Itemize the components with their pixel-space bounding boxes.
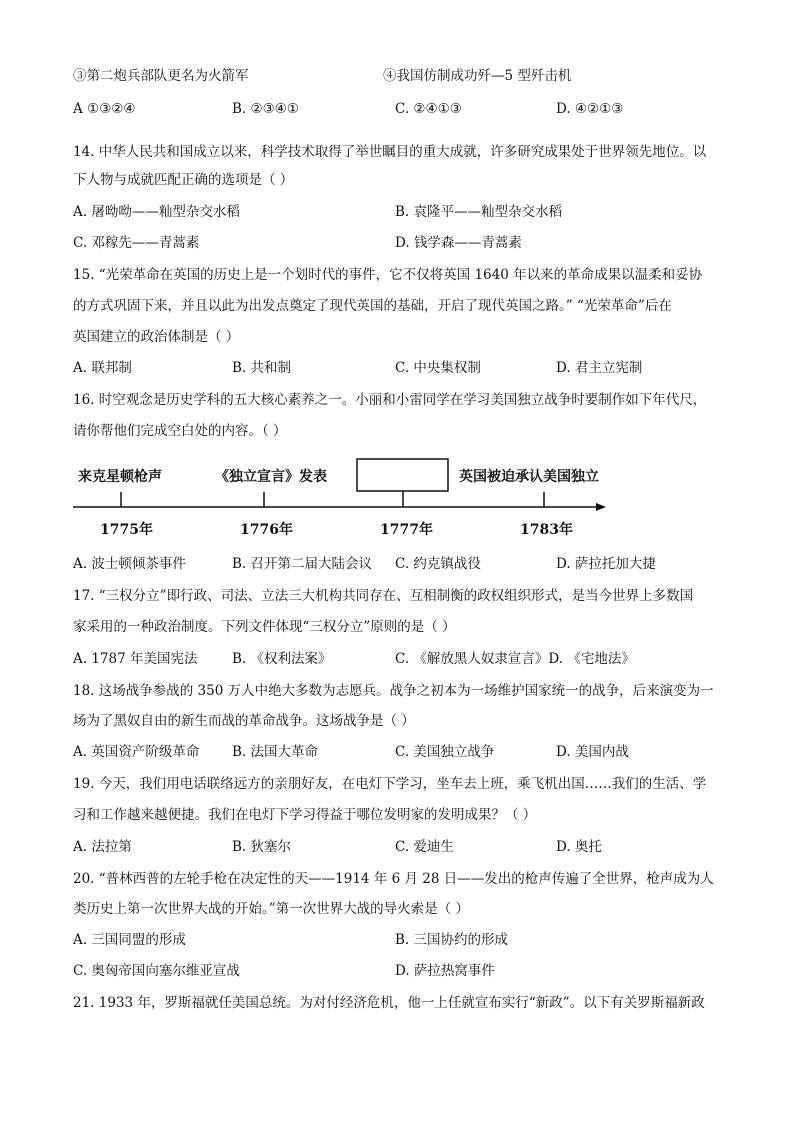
timeline-year-1775: 1775年	[100, 522, 153, 538]
q14-option-b[interactable]: B. 袁隆平——籼型杂交水稻	[395, 204, 563, 220]
q17-option-b[interactable]: B. 《权利法案》	[232, 651, 332, 667]
timeline-svg	[0, 0, 794, 560]
q15-stem-line1: 15. “光荣革命在英国的历史上是一个划时代的事件，它不仅将英国 1640 年以来的革命成果以温柔和妥协	[73, 267, 703, 283]
q18-option-d[interactable]: D. 美国内战	[556, 744, 629, 760]
q16-option-d[interactable]: D. 萨拉托加大捷	[556, 556, 656, 572]
q20-option-b[interactable]: B. 三国协约的形成	[395, 932, 509, 948]
q19-option-a[interactable]: A. 法拉第	[73, 839, 132, 855]
q14-stem-line1: 14. 中华人民共和国成立以来，科学技术取得了举世瞩目的重大成就，许多研究成果处于世界领先地位。以	[73, 144, 707, 160]
q16-stem-line1: 16. 时空观念是历史学科的五大核心素养之一。小丽和小雷同学在学习美国独立战争时要制作如下年代尺，	[73, 392, 707, 408]
q16-stem-line2: 请你帮他们完成空白处的内容。（ ）	[73, 423, 287, 439]
q13-option-a[interactable]: A ①③②④	[73, 101, 136, 117]
timeline-year-1783: 1783年	[520, 522, 573, 538]
q19-stem-line2: 习和工作越来越便捷。我们在电灯下学习得益于哪位发明家的发明成果？（ ）	[73, 807, 537, 823]
q20-option-c[interactable]: C. 奥匈帝国向塞尔维亚宣战	[73, 963, 240, 979]
q19-option-d[interactable]: D. 奥托	[556, 839, 602, 855]
timeline-blank-box[interactable]	[357, 459, 448, 491]
q20-stem-line2: 类历史上第一次世界大战的开始。”第一次世界大战的导火索是（ ）	[73, 901, 469, 917]
timeline-year-1777: 1777年	[380, 522, 433, 538]
q15-option-c[interactable]: C. 中央集权制	[395, 360, 481, 376]
q21-stem-line1: 21. 1933 年，罗斯福就任美国总统。为对付经济危机，他一上任就宣布实行“新政”。以下有关罗斯福新政	[73, 995, 705, 1011]
q16-option-a[interactable]: A. 波士顿倾茶事件	[73, 556, 186, 572]
q18-stem-line2: 场为了黑奴自由的新生而战的革命战争。这场战争是（ ）	[73, 713, 415, 729]
q13-item4: ④我国仿制成功歼—5 型歼击机	[383, 68, 572, 84]
q14-option-a[interactable]: A. 屠呦呦——籼型杂交水稻	[73, 204, 240, 220]
q15-option-d[interactable]: D. 君主立宪制	[556, 360, 643, 376]
q17-option-c-d[interactable]: C. 《解放黑人奴隶宣言》D. 《宅地法》	[395, 651, 635, 667]
timeline-event-lexington: 来克星顿枪声	[78, 469, 162, 485]
q20-option-d[interactable]: D. 萨拉热窝事件	[395, 963, 495, 979]
timeline-year-1776: 1776年	[240, 522, 293, 538]
q15-stem-line3: 英国建立的政治体制是（ ）	[73, 329, 240, 345]
q18-option-c[interactable]: C. 美国独立战争	[395, 744, 495, 760]
q16-option-b[interactable]: B. 召开第二届大陆会议	[232, 556, 373, 572]
q19-option-c[interactable]: C. 爱迪生	[395, 839, 454, 855]
q15-option-a[interactable]: A. 联邦制	[73, 360, 132, 376]
q20-stem-line1: 20. “普林西普的左轮手枪在决定性的天——1914 年 6 月 28 日——发出的枪声传遍了全世界，枪声成为人	[73, 871, 714, 887]
q14-stem-line2: 下人物与成就匹配正确的选项是（ ）	[73, 172, 294, 188]
q18-option-b[interactable]: B. 法国大革命	[232, 744, 319, 760]
q15-option-b[interactable]: B. 共和制	[232, 360, 292, 376]
q18-stem-line1: 18. 这场战争参战的 350 万人中绝大多数为志愿兵。战争之初本为一场维护国家统一的战争，后来演变为一	[73, 683, 714, 699]
q20-option-a[interactable]: A. 三国同盟的形成	[73, 932, 186, 948]
q14-option-c[interactable]: C. 邓稼先——青蒿素	[73, 235, 200, 251]
q19-option-b[interactable]: B. 狄塞尔	[232, 839, 292, 855]
q16-option-c[interactable]: C. 约克镇战役	[395, 556, 481, 572]
q15-stem-line2: 的方式巩固下来，并且以此为出发点奠定了现代英国的基础，开启了现代英国之路。” “光荣革命”后在	[73, 298, 672, 314]
q17-stem-line1: 17. “三权分立”即行政、司法、立法三大机构共同存在、互相制衡的政权组织形式，是当今世界上多数国	[73, 588, 694, 604]
q13-option-d[interactable]: D. ④②①③	[556, 101, 624, 117]
q13-option-b[interactable]: B. ②③④①	[232, 101, 299, 117]
q17-stem-line2: 家采用的一种政治制度。下列文件体现“三权分立”原则的是（ ）	[73, 619, 456, 635]
q18-option-a[interactable]: A. 英国资产阶级革命	[73, 744, 200, 760]
timeline-event-recognition: 英国被迫承认美国独立	[459, 469, 599, 485]
timeline-arrow	[596, 503, 606, 511]
q14-option-d[interactable]: D. 钱学森——青蒿素	[395, 235, 522, 251]
q13-option-c[interactable]: C. ②④①③	[395, 101, 462, 117]
q13-item3: ③第二炮兵部队更名为火箭军	[73, 68, 249, 84]
q19-stem-line1: 19. 今天，我们用电话联络远方的亲朋好友，在电灯下学习，坐车去上班，乘飞机出国……我们的生活、学	[73, 776, 707, 792]
timeline-event-declaration: 《独立宣言》发表	[215, 469, 327, 485]
q17-option-a[interactable]: A. 1787 年美国宪法	[73, 651, 198, 667]
